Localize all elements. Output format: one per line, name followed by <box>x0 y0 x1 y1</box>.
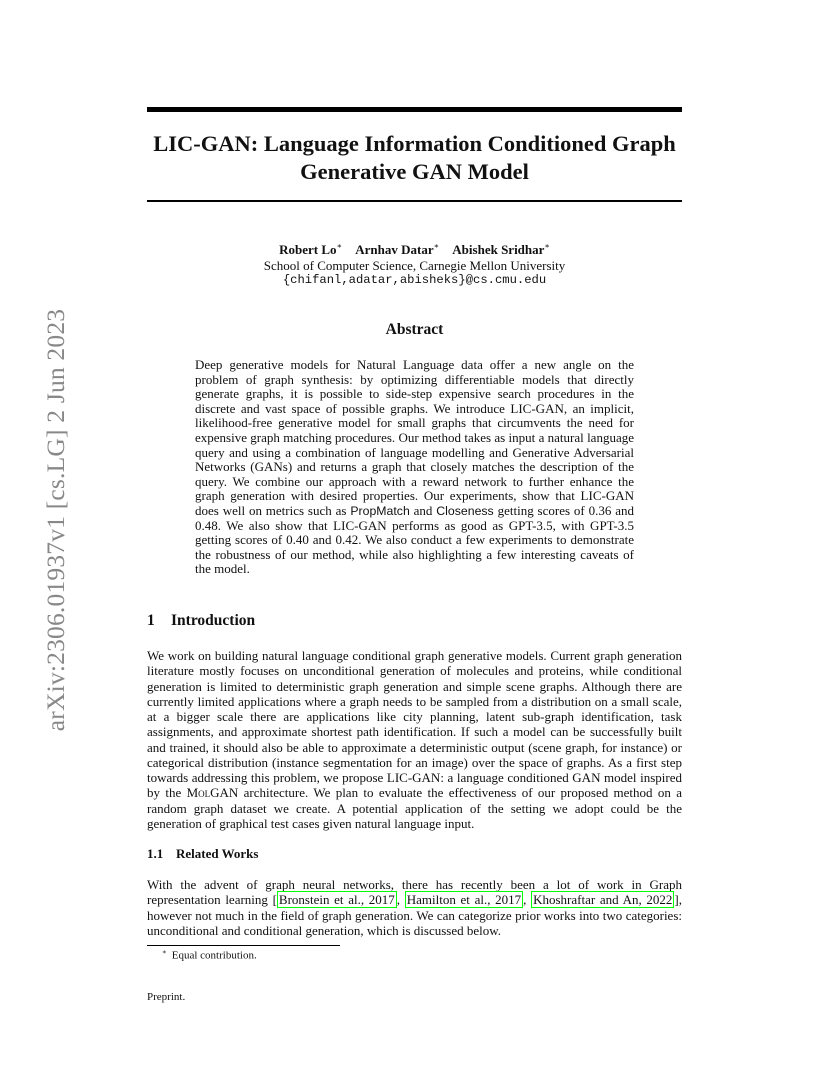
footnote-rule <box>147 945 340 946</box>
title-bottom-rule <box>147 200 682 202</box>
metric-closeness: Closeness <box>436 503 494 518</box>
section-title: Introduction <box>171 612 256 629</box>
abstract-body: Deep generative models for Natural Language data offer a new angle on the problem of graph synthesis: by optimizing differentiable models that directly generate graphs, it is possible to side-step expensive search procedures in the discrete and vast space of possible graphs. We introduce LIC-GAN, an implicit, likelihood-free generative model for small graphs that circumvents the need for expensive graph matching procedures. Our method takes as input a natural language query and using a combination of language modelling and Generative Adversarial Networks (GANs) and returns a graph that closely matches the description of the query. We combine our approach with a reward network to further enhance the graph generation with desired properties. Our experiments, show that LIC-GAN does well on metrics such as PropMatch and Closeness getting scores of 0.36 and 0.48. We also show that LIC-GAN performs as good as GPT-3.5, with GPT-3.5 getting scores of 0.40 and 0.42. We also conduct a few experiments to demonstrate the robustness of our method, while also highlighting a few interesting caveats of the model. <box>195 357 634 577</box>
title-line-1: LIC-GAN: Language Information Conditioned Graph <box>153 131 676 156</box>
preprint-footer: Preprint. <box>147 991 186 1003</box>
introduction-paragraph: We work on building natural language conditional graph generative models. Current graph generation literature mostly focuses on unconditional generation of molecules and proteins, while conditional generation is limited to deterministic graph generation and simple scene graphs. Although there are currently limited applications where a graph needs to be sampled from a distribution on a small scale, at a bigger scale there are applications like city planning, latent sub-graph identification, task assignments, and approximate shortest path identification. If such a model can be successfully built and trained, it should also be able to approximate a deterministic output (scene graph, for instance) or categorical distribution (instance segmentation for an image) over the space of graphs. As a first step towards addressing this problem, we propose LIC-GAN: a language conditioned GAN model inspired by the MolGAN architecture. We plan to evaluate the effectiveness of our proposed method on a random graph dataset we create. A potential application of the setting we adopt could be the generation of graphical test cases given natural language input. <box>147 648 683 831</box>
molgan-name: MolGAN <box>186 785 239 801</box>
subsection-heading-related-works <box>147 846 258 862</box>
title-top-rule <box>147 107 682 112</box>
title-line-2: Generative GAN Model <box>300 159 529 184</box>
arxiv-identifier: arXiv:2306.01937v1 [cs.LG] 2 Jun 2023 <box>41 308 70 732</box>
footnote-text: Equal contribution. <box>171 949 257 962</box>
author-names <box>147 239 682 258</box>
author-emails: {chifanl,adatar,abisheks}@cs.cmu.edu <box>282 273 547 288</box>
author: Robert Lo∗ <box>279 242 342 258</box>
metric-propmatch: PropMatch <box>350 503 410 518</box>
section-heading-introduction <box>147 612 255 630</box>
section-number: 1 <box>147 612 155 629</box>
author-block <box>147 239 682 289</box>
author: Abishek Sridhar∗ <box>452 242 550 258</box>
citation-link[interactable]: Bronstein et al., 2017 <box>278 892 395 908</box>
footnote <box>162 948 257 962</box>
footnote-marker: ∗ <box>162 948 167 956</box>
subsection-title: Related Works <box>176 846 259 861</box>
citation-link[interactable]: Hamilton et al., 2017 <box>406 892 522 908</box>
abstract-heading: Abstract <box>385 321 444 338</box>
related-works-paragraph: With the advent of graph neural networks, there has recently been a lot of work in Graph representation learning [ Bronstein et al., 2017 , Hamilton et al., 2017 , Khoshraftar and An, 2022 ], however not much in the field of graph generation. We can categorize prior works into two categories: unconditional and conditional generation, which is discussed below. <box>147 877 683 938</box>
author: Arnhav Datar∗ <box>355 242 440 258</box>
paper-title <box>147 130 682 186</box>
subsection-number: 1.1 <box>147 846 164 861</box>
citation-link[interactable]: Khoshraftar and An, 2022 <box>533 892 673 908</box>
affiliation: School of Computer Science, Carnegie Mellon University <box>263 257 566 273</box>
